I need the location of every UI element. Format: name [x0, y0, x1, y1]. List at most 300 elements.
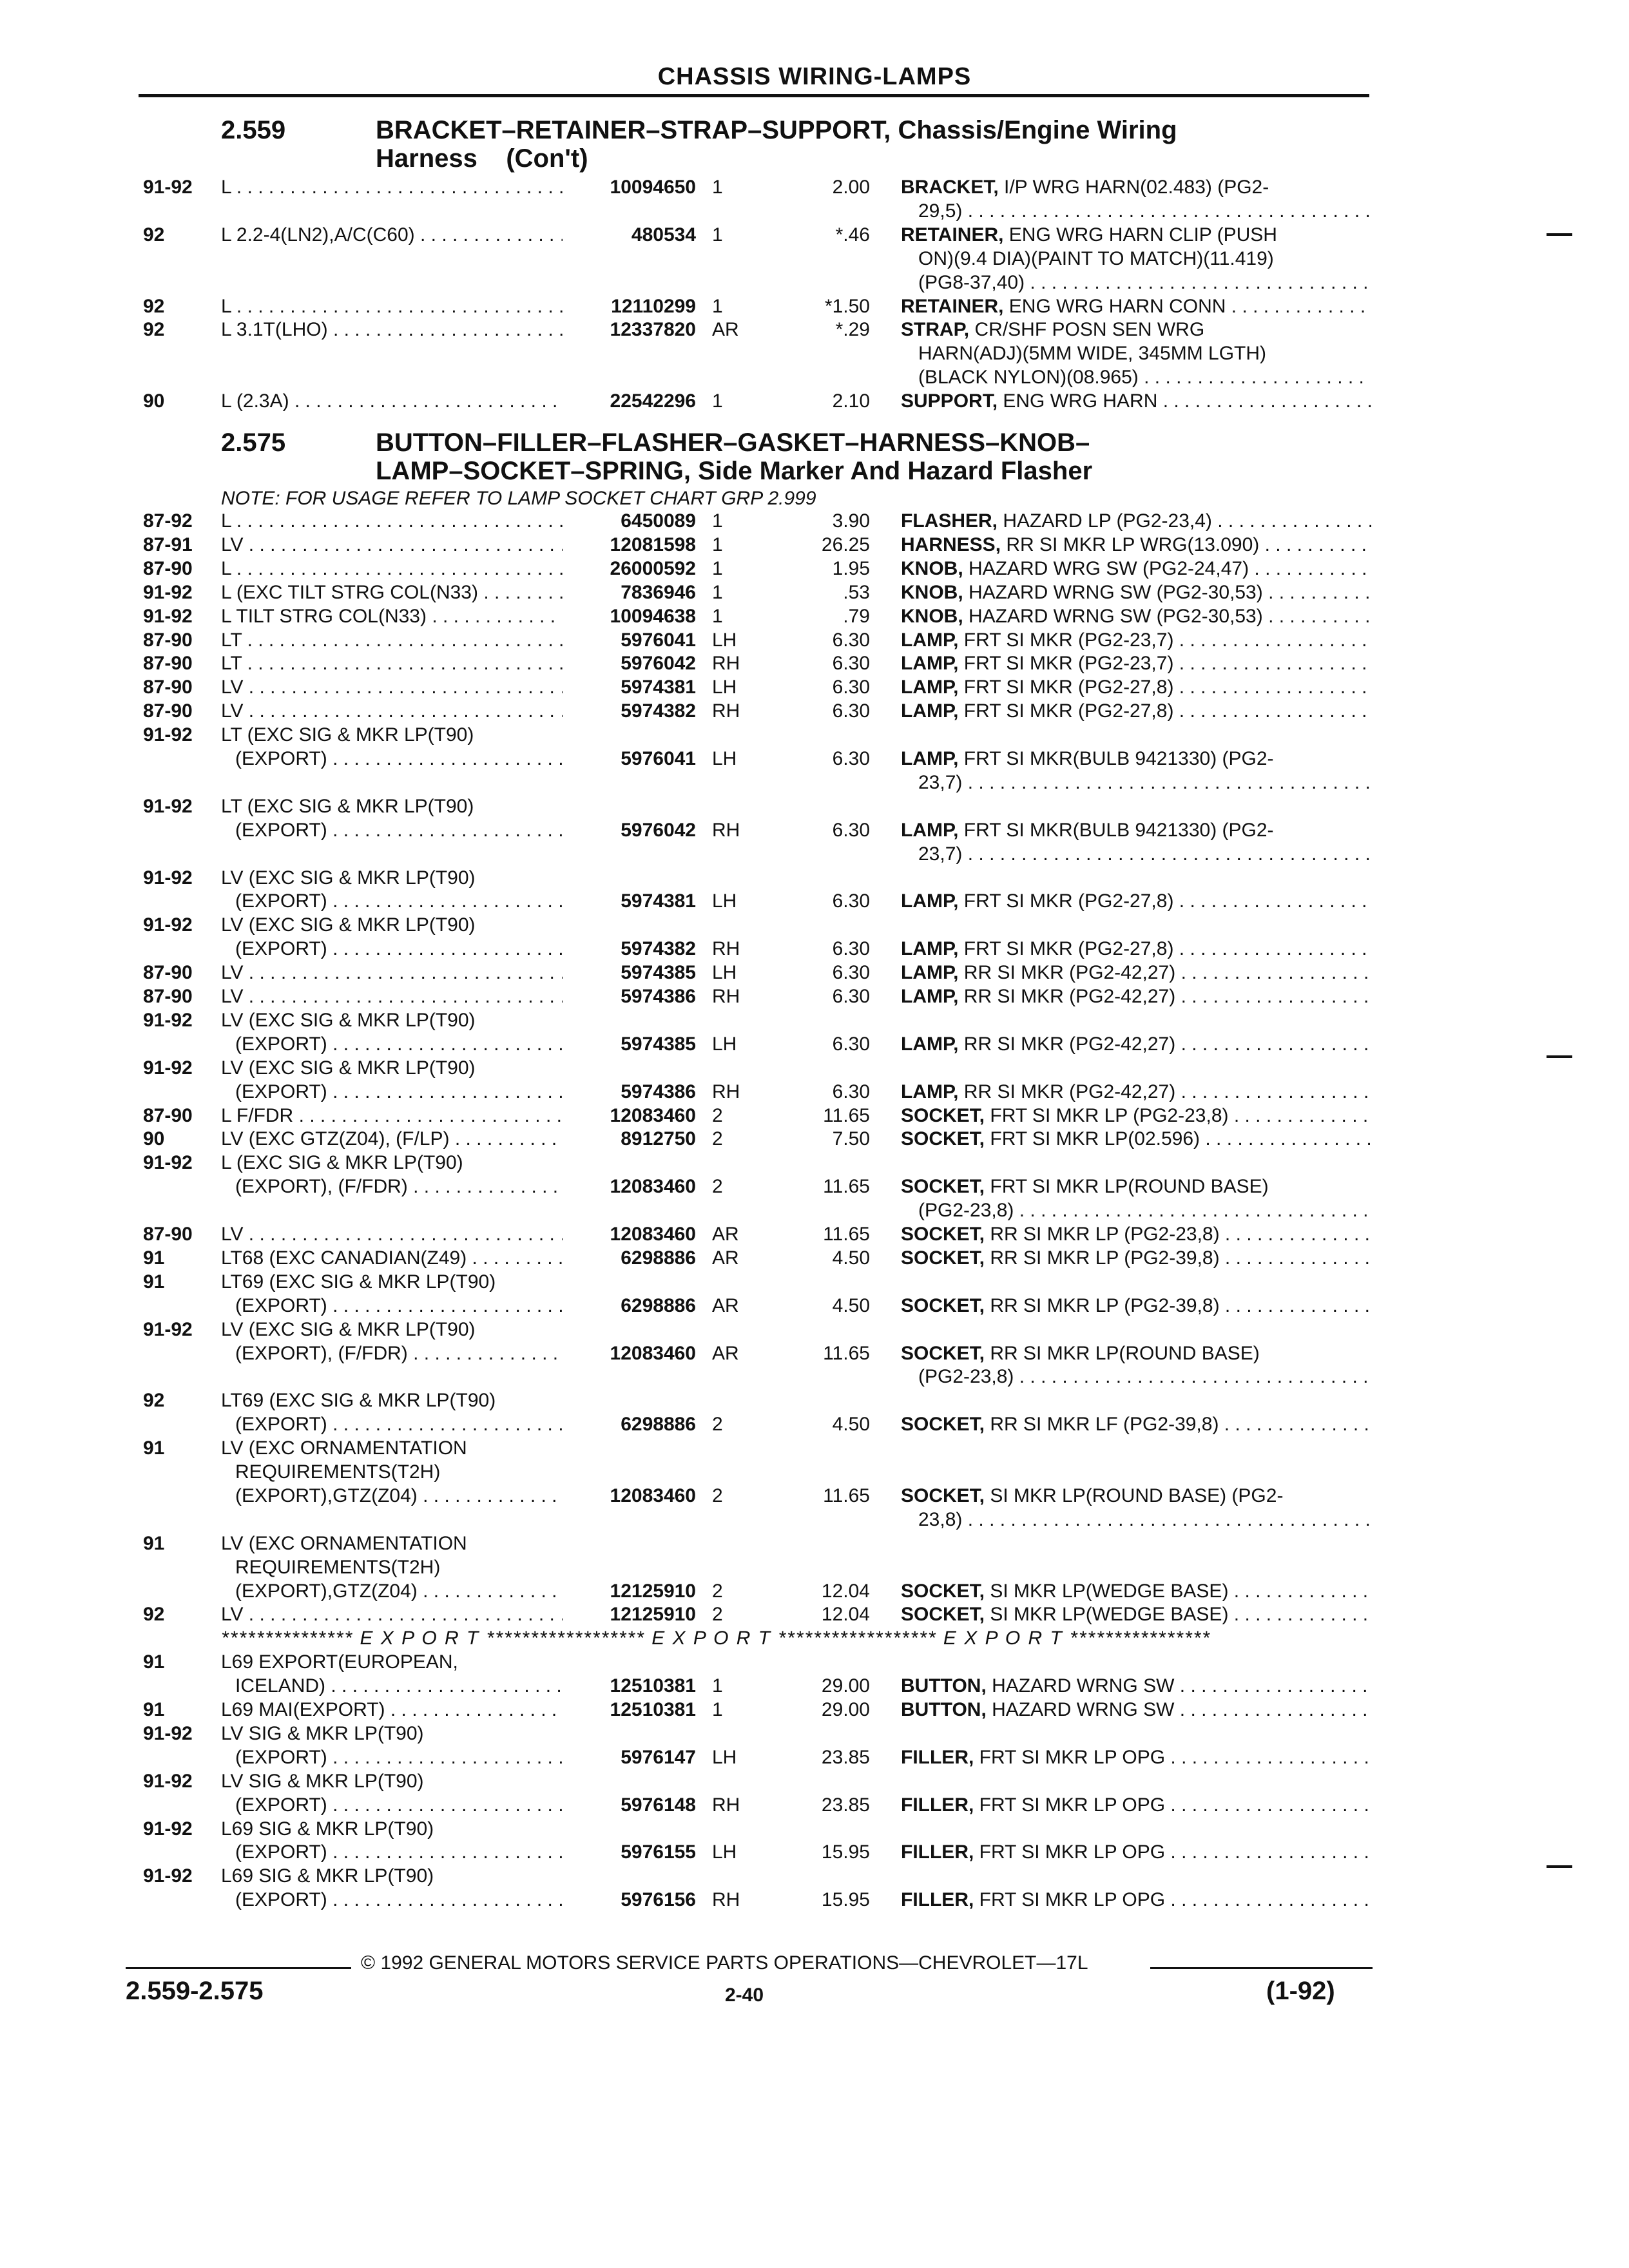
application-description: LV . . .	[221, 1602, 563, 1626]
part-name-detail: HAZARD WRNG SW (PG2-30,53)	[963, 605, 1263, 627]
model-years: 92	[143, 1604, 165, 1626]
part-name-detail: HAZARD WRG SW (PG2-24,47)	[963, 557, 1249, 579]
part-name	[901, 1412, 1371, 1436]
part-name-keyword: SOCKET,	[901, 1294, 985, 1316]
price: 12.04	[821, 1604, 870, 1626]
part-number: 5976147	[621, 1746, 696, 1768]
application-description: (EXPORT) . . .	[235, 1840, 563, 1864]
application-description: (EXPORT) . . .	[235, 1888, 563, 1912]
price: 6.30	[832, 629, 870, 651]
section-number: 2.559	[221, 116, 286, 144]
table-row	[0, 1246, 1629, 1270]
quantity: 1	[712, 605, 723, 627]
model-years: 91-92	[143, 1770, 193, 1792]
application-description: LV . . .	[221, 985, 563, 1008]
table-row	[0, 1888, 1629, 1912]
part-name-keyword: LAMP,	[901, 890, 959, 912]
part-name	[901, 1080, 1371, 1104]
price: 6.30	[832, 986, 870, 1007]
part-number: 5974385	[621, 962, 696, 984]
part-name	[901, 1698, 1371, 1722]
model-years: 91	[143, 1651, 165, 1673]
table-row	[0, 1175, 1629, 1198]
part-name-detail: RR SI MKR (PG2-42,27)	[958, 986, 1176, 1007]
price: 29.00	[821, 1675, 870, 1697]
table-row	[0, 1722, 1629, 1745]
model-years: 87-90	[143, 700, 193, 722]
part-number: 12510381	[610, 1699, 696, 1720]
application-description: L 2.2-4(LN2),A/C(C60) . . .	[221, 223, 563, 247]
price: 23.85	[821, 1794, 870, 1816]
page-number: 2-40	[725, 1984, 764, 2006]
application-description: LV . . .	[221, 533, 563, 557]
application-description: LV SIG & MKR LP(T90)	[221, 1722, 424, 1744]
model-years: 91-92	[143, 724, 193, 746]
price: 11.65	[823, 1485, 870, 1506]
part-name-keyword: KNOB,	[901, 605, 963, 627]
part-name	[901, 937, 1371, 961]
model-years: 87-90	[143, 1224, 193, 1245]
part-name-detail: FRT SI MKR(BULB 9421330) (PG2-	[958, 748, 1274, 769]
application-description: L (EXC TILT STRG COL(N33) . . .	[221, 581, 563, 604]
part-name-continuation: (PG2-23,8) . . .	[918, 1365, 1369, 1389]
part-name	[901, 509, 1371, 533]
table-row	[0, 651, 1629, 675]
part-name-detail: FRT SI MKR (PG2-27,8)	[958, 890, 1174, 912]
part-number: 6298886	[621, 1294, 696, 1316]
application-description: L . . .	[221, 294, 563, 318]
application-description: LT69 (EXC SIG & MKR LP(T90)	[221, 1390, 496, 1412]
part-name	[901, 1602, 1371, 1626]
quantity: LH	[712, 677, 737, 698]
price: 2.00	[832, 177, 870, 198]
table-row	[0, 1270, 1629, 1294]
model-years: 87-90	[143, 557, 193, 579]
quantity: 1	[712, 224, 723, 245]
quantity: RH	[712, 1081, 740, 1102]
model-years: 87-90	[143, 629, 193, 651]
table-row	[0, 1817, 1629, 1841]
part-name-keyword: SOCKET,	[901, 1247, 985, 1269]
part-name-continuation: 23,7) . . .	[918, 842, 1369, 866]
application-description: LV . . .	[221, 675, 563, 699]
part-name-detail: FRT SI MKR LP (PG2-23,8)	[985, 1104, 1229, 1126]
price: 6.30	[832, 1033, 870, 1055]
part-name-detail: RR SI MKR (PG2-42,27)	[958, 1033, 1176, 1055]
part-number: 5974386	[621, 1081, 696, 1102]
application-description: (EXPORT) . . .	[235, 1032, 563, 1056]
table-row	[0, 913, 1629, 937]
table-row	[0, 223, 1629, 247]
table-row	[0, 1412, 1629, 1436]
part-name-detail: RR SI MKR LP (PG2-39,8)	[985, 1294, 1220, 1316]
application-description: REQUIREMENTS(T2H)	[235, 1556, 441, 1578]
model-years: 91	[143, 1247, 165, 1269]
price: 26.25	[821, 533, 870, 555]
part-name-keyword: LAMP,	[901, 938, 959, 960]
footer-rule	[126, 1967, 351, 1969]
price: 6.30	[832, 890, 870, 912]
price: 7.50	[832, 1128, 870, 1150]
part-name-keyword: LAMP,	[901, 677, 959, 698]
price: 15.95	[821, 1841, 870, 1863]
quantity: AR	[712, 1247, 739, 1269]
application-description: (EXPORT), (F/FDR) . . .	[235, 1341, 563, 1365]
model-years: 91-92	[143, 1818, 193, 1840]
table-row	[0, 318, 1629, 341]
part-name	[901, 175, 1371, 199]
part-name-detail: FRT SI MKR LP OPG	[974, 1794, 1166, 1816]
part-name	[901, 699, 1371, 723]
price: .53	[843, 581, 870, 603]
price: 23.85	[821, 1746, 870, 1768]
part-name	[901, 318, 1371, 341]
part-name-detail: ENG WRG HARN	[998, 390, 1158, 412]
footer-rule	[1150, 1967, 1373, 1969]
model-years: 91-92	[143, 605, 193, 627]
part-name-detail: RR SI MKR (PG2-42,27)	[958, 962, 1176, 984]
table-row	[0, 1484, 1629, 1508]
part-name	[901, 889, 1371, 913]
application-description: L69 MAI(EXPORT) . . .	[221, 1698, 563, 1722]
model-years: 91-92	[143, 1318, 193, 1340]
model-years: 91-92	[143, 1057, 193, 1079]
header-rule	[139, 94, 1369, 97]
part-number: 480534	[631, 224, 696, 245]
application-description: (EXPORT) . . .	[235, 1412, 563, 1436]
table-row	[0, 1127, 1629, 1151]
table-row	[0, 1008, 1629, 1032]
quantity: LH	[712, 1033, 737, 1055]
part-name-keyword: LAMP,	[901, 1081, 959, 1102]
table-row	[0, 1341, 1629, 1365]
application-description: L69 SIG & MKR LP(T90)	[221, 1818, 434, 1840]
part-name-continuation: (BLACK NYLON)(08.965) . . .	[918, 365, 1369, 389]
model-years: 91	[143, 1437, 165, 1459]
application-description: (EXPORT) . . .	[235, 1080, 563, 1104]
table-row	[0, 794, 1629, 818]
application-description: REQUIREMENTS(T2H)	[235, 1461, 441, 1483]
price: 6.30	[832, 819, 870, 841]
table-row-continuation	[0, 842, 1629, 866]
part-name	[901, 1484, 1371, 1508]
part-name	[901, 1840, 1371, 1864]
application-description: LV (EXC SIG & MKR LP(T90)	[221, 914, 476, 936]
part-name-detail: ENG WRG HARN CONN	[1003, 295, 1226, 317]
revision-date: (1-92)	[1266, 1977, 1335, 2005]
part-name	[901, 1294, 1371, 1318]
part-number: 6298886	[621, 1247, 696, 1269]
table-row	[0, 1080, 1629, 1104]
price: 6.30	[832, 700, 870, 722]
part-name-detail: FRT SI MKR (PG2-27,8)	[958, 938, 1174, 960]
table-row	[0, 294, 1629, 318]
table-row	[0, 937, 1629, 961]
section-title	[376, 116, 1342, 173]
section-number: 2.575	[221, 428, 286, 457]
table-row	[0, 699, 1629, 723]
quantity: 1	[712, 177, 723, 198]
table-row	[0, 1056, 1629, 1080]
price: 6.30	[832, 653, 870, 675]
page-title: CHASSIS WIRING-LAMPS	[657, 63, 972, 90]
application-description: L . . .	[221, 509, 563, 533]
application-description: LV . . .	[221, 1222, 563, 1246]
table-row	[0, 818, 1629, 842]
table-row-continuation	[0, 771, 1629, 794]
part-name-detail: FRT SI MKR LP OPG	[974, 1841, 1166, 1863]
table-row	[0, 1222, 1629, 1246]
application-description: LV (EXC SIG & MKR LP(T90)	[221, 1057, 476, 1079]
model-years: 91-92	[143, 867, 193, 889]
table-row	[0, 509, 1629, 533]
part-name-keyword: STRAP,	[901, 319, 970, 341]
table-row	[0, 866, 1629, 890]
model-years: 91	[143, 1271, 165, 1293]
application-description: LV . . .	[221, 699, 563, 723]
part-name-keyword: SOCKET,	[901, 1342, 985, 1364]
part-name	[901, 533, 1371, 557]
table-row	[0, 1793, 1629, 1817]
part-name	[901, 675, 1371, 699]
part-number: 5976042	[621, 653, 696, 675]
model-years: 91-92	[143, 914, 193, 936]
part-name-keyword: FILLER,	[901, 1794, 974, 1816]
quantity: 2	[712, 1485, 723, 1506]
price: 1.95	[832, 557, 870, 579]
quantity: AR	[712, 1342, 739, 1364]
part-name-detail: HAZARD LP (PG2-23,4)	[998, 510, 1212, 532]
part-name-detail: RR SI MKR LP (PG2-39,8)	[985, 1247, 1220, 1269]
quantity: LH	[712, 748, 737, 769]
part-number: 12125910	[610, 1580, 696, 1602]
quantity: LH	[712, 1841, 737, 1863]
part-name-keyword: SOCKET,	[901, 1128, 985, 1150]
part-name-keyword: RETAINER,	[901, 224, 1004, 245]
part-name	[901, 604, 1371, 628]
table-row	[0, 1745, 1629, 1769]
price: 12.04	[821, 1580, 870, 1602]
table-row	[0, 1840, 1629, 1864]
table-row	[0, 675, 1629, 699]
part-name-detail: CR/SHF POSN SEN WRG	[969, 319, 1205, 341]
quantity: RH	[712, 986, 740, 1007]
model-years: 91-92	[143, 581, 193, 603]
part-number: 5976041	[621, 629, 696, 651]
part-name-keyword: BUTTON,	[901, 1675, 987, 1697]
table-row	[0, 1674, 1629, 1698]
table-row-continuation	[0, 247, 1629, 271]
model-years: 91	[143, 1699, 165, 1720]
part-name-keyword: HARNESS,	[901, 533, 1001, 555]
part-name	[901, 389, 1371, 413]
usage-note: NOTE: FOR USAGE REFER TO LAMP SOCKET CHART GRP 2.999	[221, 488, 816, 509]
part-name	[901, 294, 1371, 318]
section-title-line: Harness (Con't)	[376, 144, 588, 173]
part-name	[901, 1793, 1371, 1817]
quantity: AR	[712, 1224, 739, 1245]
part-name-keyword: SOCKET,	[901, 1224, 985, 1245]
application-description: (EXPORT), (F/FDR) . . .	[235, 1175, 563, 1198]
part-name	[901, 557, 1371, 581]
price: 4.50	[832, 1414, 870, 1436]
table-row	[0, 723, 1629, 747]
part-name-keyword: BUTTON,	[901, 1699, 987, 1720]
part-name-continuation: 29,5) . . .	[918, 199, 1369, 223]
part-number: 6298886	[621, 1414, 696, 1436]
part-name-detail: I/P WRG HARN(02.483) (PG2-	[998, 177, 1269, 198]
table-row-continuation	[0, 271, 1629, 294]
model-years: 91-92	[143, 1722, 193, 1744]
part-name-detail: FRT SI MKR (PG2-23,7)	[958, 629, 1174, 651]
table-row	[0, 1579, 1629, 1603]
quantity: 1	[712, 390, 723, 412]
part-name-detail: SI MKR LP(WEDGE BASE)	[985, 1604, 1229, 1626]
quantity: 2	[712, 1604, 723, 1626]
application-description: LT (EXC SIG & MKR LP(T90)	[221, 795, 474, 817]
part-name	[901, 747, 1371, 771]
part-name	[901, 1032, 1371, 1056]
quantity: RH	[712, 653, 740, 675]
application-description: L . . .	[221, 175, 563, 199]
application-description: L69 SIG & MKR LP(T90)	[221, 1865, 434, 1887]
table-row	[0, 1294, 1629, 1318]
part-name-detail: FRT SI MKR(BULB 9421330) (PG2-	[958, 819, 1274, 841]
part-name-continuation: (PG8-37,40) . . .	[918, 271, 1369, 294]
price: 4.50	[832, 1294, 870, 1316]
part-name-keyword: LAMP,	[901, 962, 959, 984]
table-row	[0, 1650, 1629, 1674]
application-description: (EXPORT),GTZ(Z04) . . .	[235, 1484, 563, 1508]
part-name-continuation: 23,8) . . .	[918, 1508, 1369, 1532]
quantity: 1	[712, 510, 723, 532]
application-description: L 3.1T(LHO) . . .	[221, 318, 563, 341]
part-name-keyword: SOCKET,	[901, 1604, 985, 1626]
price: 6.30	[832, 677, 870, 698]
application-description: (EXPORT) . . .	[235, 937, 563, 961]
price: *.29	[835, 319, 870, 341]
part-name-detail: SI MKR LP(WEDGE BASE)	[985, 1580, 1229, 1602]
part-name	[901, 628, 1371, 652]
application-description: LV SIG & MKR LP(T90)	[221, 1770, 424, 1792]
application-description: LT68 (EXC CANADIAN(Z49) . . .	[221, 1246, 563, 1270]
part-name-detail: FRT SI MKR LP OPG	[974, 1746, 1166, 1768]
part-name-detail: FRT SI MKR (PG2-23,7)	[958, 653, 1174, 675]
part-name-keyword: FILLER,	[901, 1889, 974, 1911]
footer-section-range: 2.559-2.575	[126, 1977, 264, 2005]
part-name-keyword: RETAINER,	[901, 295, 1004, 317]
part-name-detail: FRT SI MKR LP OPG	[974, 1889, 1166, 1911]
application-description: L F/FDR . . .	[221, 1104, 563, 1128]
table-row-continuation	[0, 1198, 1629, 1222]
part-name-keyword: SOCKET,	[901, 1580, 985, 1602]
part-name	[901, 1246, 1371, 1270]
part-number: 5976155	[621, 1841, 696, 1863]
price: *1.50	[824, 295, 870, 317]
quantity: 2	[712, 1580, 723, 1602]
price: 29.00	[821, 1699, 870, 1720]
model-years: 92	[143, 295, 165, 317]
price: 2.10	[832, 390, 870, 412]
part-name-detail: FRT SI MKR LP(02.596)	[985, 1128, 1200, 1150]
price: 15.95	[821, 1889, 870, 1911]
application-description: (EXPORT) . . .	[235, 747, 563, 771]
price: 6.30	[832, 938, 870, 960]
table-row-continuation	[0, 199, 1629, 223]
price: 11.65	[823, 1224, 870, 1245]
section-title-line: LAMP–SOCKET–SPRING, Side Marker And Hazard Flasher	[376, 457, 1093, 485]
table-row	[0, 985, 1629, 1008]
part-name-keyword: LAMP,	[901, 629, 959, 651]
application-description: LV (EXC ORNAMENTATION	[221, 1437, 467, 1459]
application-description: (EXPORT),GTZ(Z04) . . .	[235, 1579, 563, 1603]
part-number: 10094650	[610, 177, 696, 198]
table-row	[0, 747, 1629, 771]
quantity: 2	[712, 1128, 723, 1150]
part-name-keyword: SOCKET,	[901, 1414, 985, 1436]
quantity: 2	[712, 1176, 723, 1198]
part-name-keyword: LAMP,	[901, 700, 959, 722]
part-number: 8912750	[621, 1128, 696, 1150]
part-name-detail: RR SI MKR LP WRG(13.090)	[1001, 533, 1260, 555]
quantity: AR	[712, 319, 739, 341]
part-number: 12083460	[610, 1104, 696, 1126]
part-name-keyword: KNOB,	[901, 581, 963, 603]
table-row	[0, 1532, 1629, 1555]
application-description: LV (EXC SIG & MKR LP(T90)	[221, 867, 476, 889]
model-years: 91	[143, 1532, 165, 1554]
quantity: 1	[712, 533, 723, 555]
part-number: 12510381	[610, 1675, 696, 1697]
table-row	[0, 1436, 1629, 1460]
part-number: 10094638	[610, 605, 696, 627]
part-name	[901, 1341, 1371, 1365]
quantity: LH	[712, 1746, 737, 1768]
part-number: 12081598	[610, 533, 696, 555]
price: 3.90	[832, 510, 870, 532]
table-row	[0, 889, 1629, 913]
part-name	[901, 1579, 1371, 1603]
model-years: 91-92	[143, 1009, 193, 1031]
part-number: 5974382	[621, 700, 696, 722]
part-name-continuation: 23,7) . . .	[918, 771, 1369, 794]
quantity: LH	[712, 629, 737, 651]
quantity: 1	[712, 1699, 723, 1720]
price: 6.30	[832, 1081, 870, 1102]
price: 6.30	[832, 962, 870, 984]
table-row	[0, 557, 1629, 581]
part-name	[901, 1222, 1371, 1246]
part-name-continuation: (PG2-23,8) . . .	[918, 1198, 1369, 1222]
application-description: (EXPORT) . . .	[235, 889, 563, 913]
table-row	[0, 389, 1629, 413]
part-name	[901, 223, 1371, 247]
quantity: 1	[712, 581, 723, 603]
part-name	[901, 1888, 1371, 1912]
part-name	[901, 818, 1371, 842]
table-row	[0, 1104, 1629, 1128]
table-row	[0, 961, 1629, 985]
table-row	[0, 628, 1629, 652]
part-name-keyword: BRACKET,	[901, 177, 999, 198]
part-name-detail: HAZARD WRNG SW	[986, 1675, 1175, 1697]
part-number: 12125910	[610, 1604, 696, 1626]
price: 4.50	[832, 1247, 870, 1269]
export-divider: *************** E X P O R T ****************** E X P O R T ****************** E X P O R T ****************	[221, 1628, 1211, 1649]
section-title	[376, 428, 1342, 485]
table-row	[0, 1318, 1629, 1341]
part-number: 12337820	[610, 319, 696, 341]
